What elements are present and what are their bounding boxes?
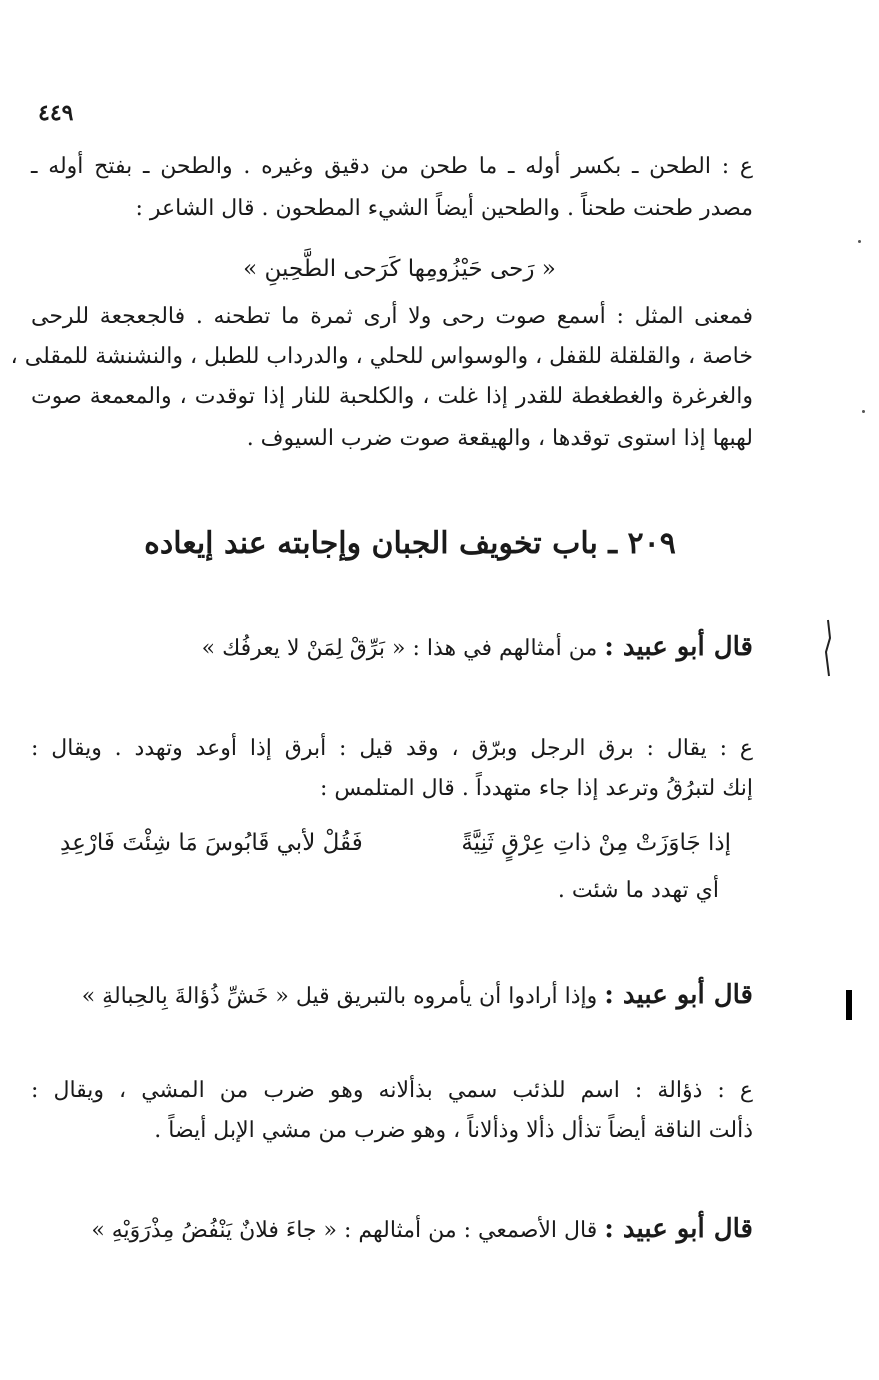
paragraph-2-line-2: خاصة ، والقلقلة للقفل ، والوسواس للحلي ، والدرداب للطبل ، والنشنشة للمقلى ، <box>10 344 753 369</box>
speaker-label: قال أبو عبيد : <box>604 980 753 1010</box>
verse-2-first-hemistich: إذا جَاوَزَتْ مِنْ ذاتِ عِرْقٍ ثَنِيَّةً <box>461 830 731 856</box>
abu-ubaid-block-1 <box>153 630 753 666</box>
paragraph-2-line-3: والغرغرة والغطغطة للقدر إذا غلت ، والكلحبة للنار إذا توقدت ، والمعمعة صوت <box>31 384 753 409</box>
paragraph-2-line-1: فمعنى المثل : أسمع صوت رحى ولا أرى ثمرة ما تطحنه . فالجعجعة للرحى <box>31 304 753 329</box>
speaker-label: قال أبو عبيد : <box>604 632 753 662</box>
block-2-text: وإذا أرادوا أن يأمروه بالتبريق قيل « خَشِّ ذُؤالةَ بِالحِبالةِ » <box>81 984 598 1009</box>
page-number: ٤٤٩ <box>38 100 74 126</box>
paragraph-3-line-1: ع : يقال : برق الرجل وبرّق ، وقد قيل : أبرق إذا أوعد وتهدد . ويقال : <box>31 736 753 761</box>
paragraph-1-line-1: ع : الطحن ـ بكسر أوله ـ ما طحن من دقيق وغيره . والطحن ـ بفتح أوله ـ <box>31 154 753 179</box>
verse-2-second-hemistich: فَقُلْ لأبي قَابُوسَ مَا شِئْتَ فَارْعِدِ <box>60 830 363 856</box>
margin-scribble <box>822 618 834 678</box>
block-1-text: من أمثالهم في هذا : « بَرِّقْ لِمَنْ لا يعرفُك » <box>201 636 598 661</box>
paragraph-1-line-2: مصدر طحنت طحناً . والطحين أيضاً الشيء المطحون . قال الشاعر : <box>135 196 753 221</box>
margin-dot <box>858 240 861 243</box>
margin-dot <box>862 410 865 413</box>
abu-ubaid-block-2 <box>31 978 753 1014</box>
paragraph-3-line-2: إنك لتبرُقُ وترعد إذا جاء متهدداً . قال المتلمس : <box>320 776 753 801</box>
chapter-heading: ٢٠٩ ـ باب تخويف الجبان وإجابته عند إيعاده <box>144 526 676 561</box>
abu-ubaid-block-3 <box>31 1212 753 1248</box>
paragraph-4-line-2: ذألت الناقة أيضاً تذأل ذألا وذألاناً ، وهو ضرب من مشي الإبل أيضاً . <box>154 1118 753 1143</box>
margin-mark <box>846 990 852 1020</box>
speaker-label: قال أبو عبيد : <box>604 1214 753 1244</box>
verse-1: « رَحى حَيْزُومِها كَرَحى الطَّحِينِ » <box>243 256 556 282</box>
paragraph-4-line-1: ع : ذؤالة : اسم للذئب سمي بذألانه وهو ضرب من المشي ، ويقال : <box>31 1078 754 1103</box>
paragraph-3-continuation: أي تهدد ما شئت . <box>557 878 719 903</box>
block-3-text: قال الأصمعي : من أمثالهم : « جاءَ فلانٌ يَنْفُضُ مِذْرَوَيْهِ » <box>91 1218 598 1243</box>
paragraph-2-line-4: لهبها إذا استوى توقدها ، والهيقعة صوت ضرب السيوف . <box>246 426 753 451</box>
